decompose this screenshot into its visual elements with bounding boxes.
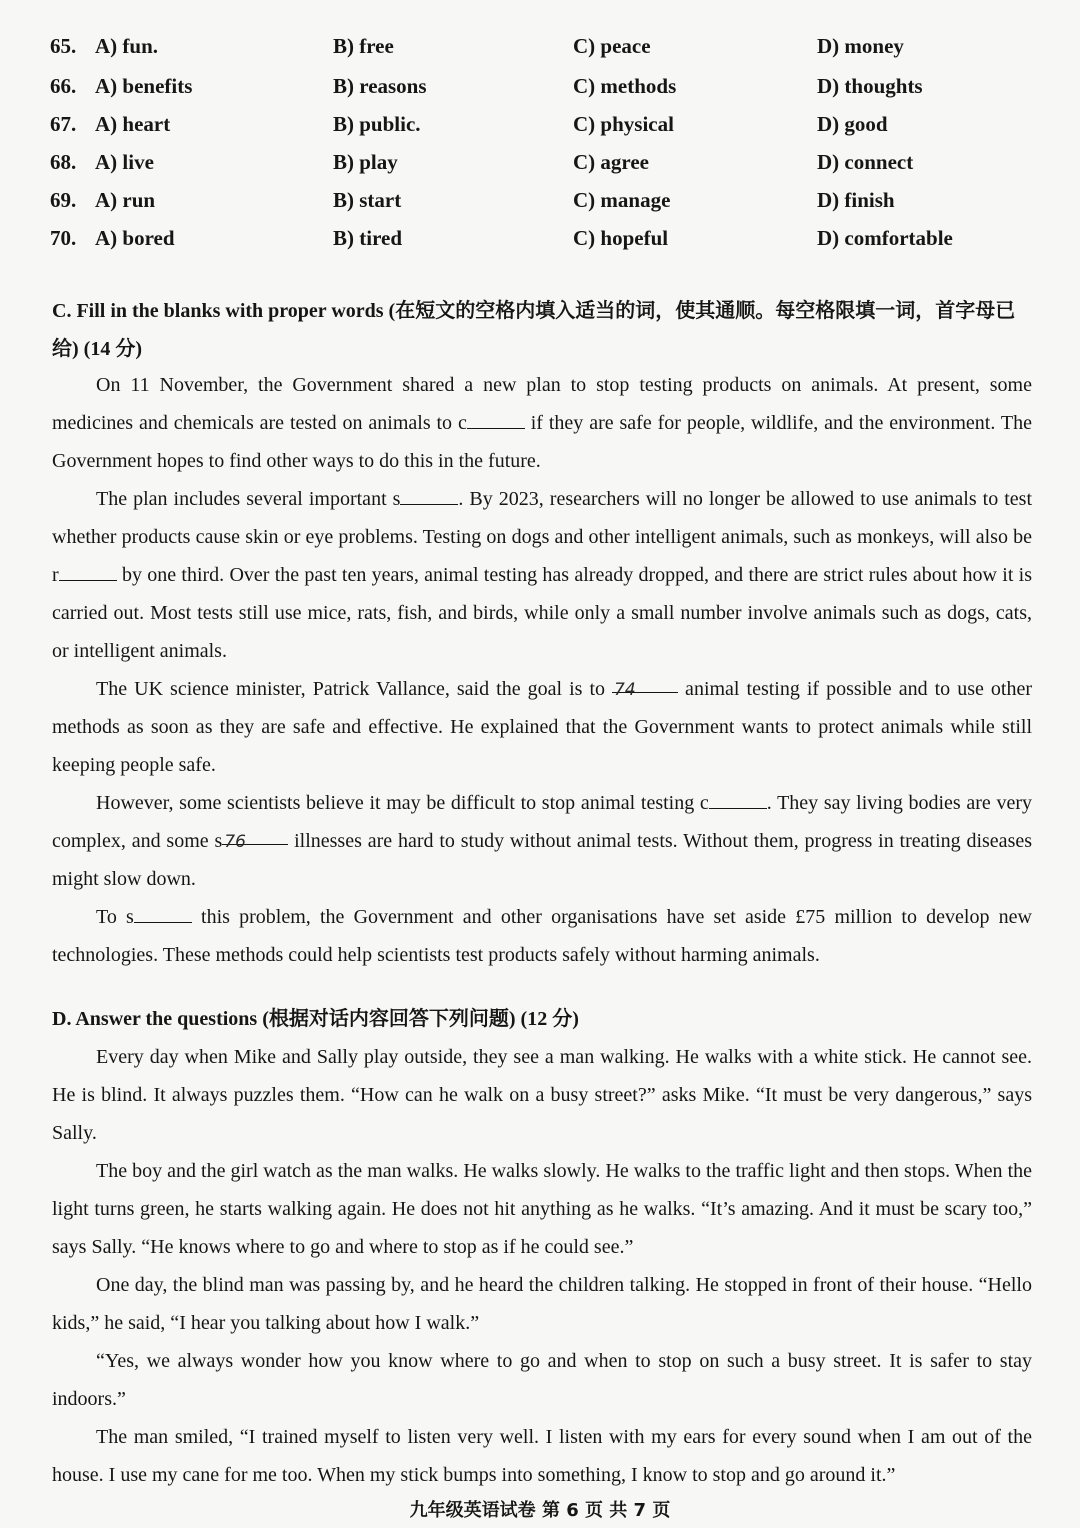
mc-row-67 [0, 112, 1080, 150]
option-a: A) run [95, 188, 156, 212]
handwritten-number: 74 [614, 680, 636, 700]
option-a: A) heart [95, 112, 171, 136]
question-number: 66. [50, 74, 77, 98]
blank-74[interactable] [612, 670, 678, 700]
option-c: C) agree [573, 150, 649, 174]
passage-paragraph: One day, the blind man was passing by, and he heard the children talking. He stopped in front of their house. “Hello kids,” he said, “I hear you talking about how I walk.” [52, 1274, 1032, 1334]
option-d: D) good [817, 112, 888, 136]
option-c: C) physical [573, 112, 674, 136]
question-number: 68. [50, 150, 77, 174]
passage-paragraph: “Yes, we always wonder how you know where to go and when to stop on such a busy street. It is safer to stay indoors.” [52, 1350, 1032, 1410]
question-number: 65. [50, 34, 77, 58]
mc-row-69 [0, 188, 1080, 226]
passage-paragraph: Every day when Mike and Sally play outside, they see a man walking. He walks with a white stick. He cannot see. He is blind. It always puzzles them. “How can he walk on a busy street?” asks Mike. “It must be very dangerous,” says Sally. [52, 1046, 1032, 1144]
passage-paragraph [52, 670, 1032, 784]
option-b: B) free [333, 34, 394, 58]
mc-row-66 [0, 74, 1080, 112]
option-d: D) money [817, 34, 904, 58]
option-b: B) reasons [333, 74, 427, 98]
text-run: illnesses are hard to study without animal tests. Without them, progress in treating diseases might slow down. [52, 830, 1033, 890]
text-run: To s [96, 906, 134, 928]
option-c: C) manage [573, 188, 671, 212]
mc-row-65 [0, 34, 1080, 72]
text-run: this problem, the Government and other organisations have set aside £75 million to develop new technologies. These methods could help scientists test products safely without harming animals. [52, 906, 1033, 966]
blank-71[interactable] [467, 406, 525, 429]
text-run: animal testing if possible and to use other methods as soon as they are safe and effective. He explained that the Government wants to protect animals while still keeping people safe. [52, 678, 1032, 776]
option-d: D) comfortable [817, 226, 953, 250]
option-b: B) play [333, 150, 398, 174]
blank-73[interactable] [59, 558, 117, 581]
option-d: D) connect [817, 150, 914, 174]
option-a: A) live [95, 150, 154, 174]
blank-75[interactable] [709, 786, 767, 809]
section-c-passage [52, 366, 1032, 974]
section-c-heading: C. Fill in the blanks with proper words (在短文的空格内填入适当的词，使其通顺。每空格限填一词，首字母已给) (14 分) [52, 300, 1016, 360]
passage-paragraph [52, 784, 1032, 898]
mc-row-68 [0, 150, 1080, 188]
option-d: D) finish [817, 188, 895, 212]
question-number: 70. [50, 226, 77, 250]
blank-72[interactable] [400, 482, 458, 505]
text-run: The plan includes several important s [96, 488, 401, 510]
passage-paragraph: The boy and the girl watch as the man walks. He walks slowly. He walks to the traffic light and then stops. When the light turns green, he starts walking again. He does not hit anything as he walks. “It’s amazing. And it must be scary too,” says Sally. “He knows where to go and where to stop as if he could see.” [52, 1160, 1032, 1258]
passage-paragraph [52, 366, 1032, 480]
option-c: C) peace [573, 34, 651, 58]
text-run: if they are safe for people, wildlife, and the environment. The Government hopes to find other ways to do this in the future. [52, 412, 1032, 472]
blank-76[interactable] [222, 822, 288, 852]
option-a: A) bored [95, 226, 175, 250]
text-run: The UK science minister, Patrick Vallance, said the goal is to [96, 678, 605, 700]
passage-paragraph: The man smiled, “I trained myself to listen very well. I listen with my ears for every sound when I am out of the house. I use my cane for me too. When my stick bumps into something, I know to stop and go around it.” [52, 1426, 1032, 1486]
handwritten-number: 76 [224, 832, 246, 852]
text-run: . By 2023, researchers will no longer be allowed to use animals to test whether products cause skin or eye problems. Testing on dogs and other intelligent animals, such as monkeys, will also be r [52, 488, 1032, 586]
passage-paragraph [52, 898, 1032, 974]
option-b: B) start [333, 188, 402, 212]
option-a: A) fun. [95, 34, 159, 58]
section-d-heading: D. Answer the questions (根据对话内容回答下列问题) (12 分) [52, 1008, 579, 1030]
option-c: C) hopeful [573, 226, 669, 250]
passage-paragraph [52, 480, 1032, 670]
mc-row-70 [0, 226, 1080, 264]
option-c: C) methods [573, 74, 677, 98]
question-number: 67. [50, 112, 77, 136]
text-run: . They say living bodies are very complex, and some s [52, 792, 1032, 852]
option-b: B) tired [333, 226, 403, 250]
option-d: D) thoughts [817, 74, 923, 98]
text-run: On 11 November, the Government shared a new plan to stop testing products on animals. At present, some medicines and chemicals are tested on animals to c [52, 374, 1032, 434]
option-b: B) public. [333, 112, 421, 136]
option-a: A) benefits [95, 74, 193, 98]
blank-77[interactable] [134, 900, 192, 923]
text-run: However, some scientists believe it may be difficult to stop animal testing c [96, 792, 709, 814]
question-number: 69. [50, 188, 77, 212]
text-run: by one third. Over the past ten years, animal testing has already dropped, and there are strict rules about how it is carried out. Most tests still use mice, rats, fish, and birds, while only a small number involve animals such as dogs, cats, or intelligent animals. [52, 564, 1032, 662]
page-footer: 九年级英语试卷 第 6 页 共 7 页 [409, 1500, 671, 1521]
section-d-passage [52, 1038, 1032, 1494]
